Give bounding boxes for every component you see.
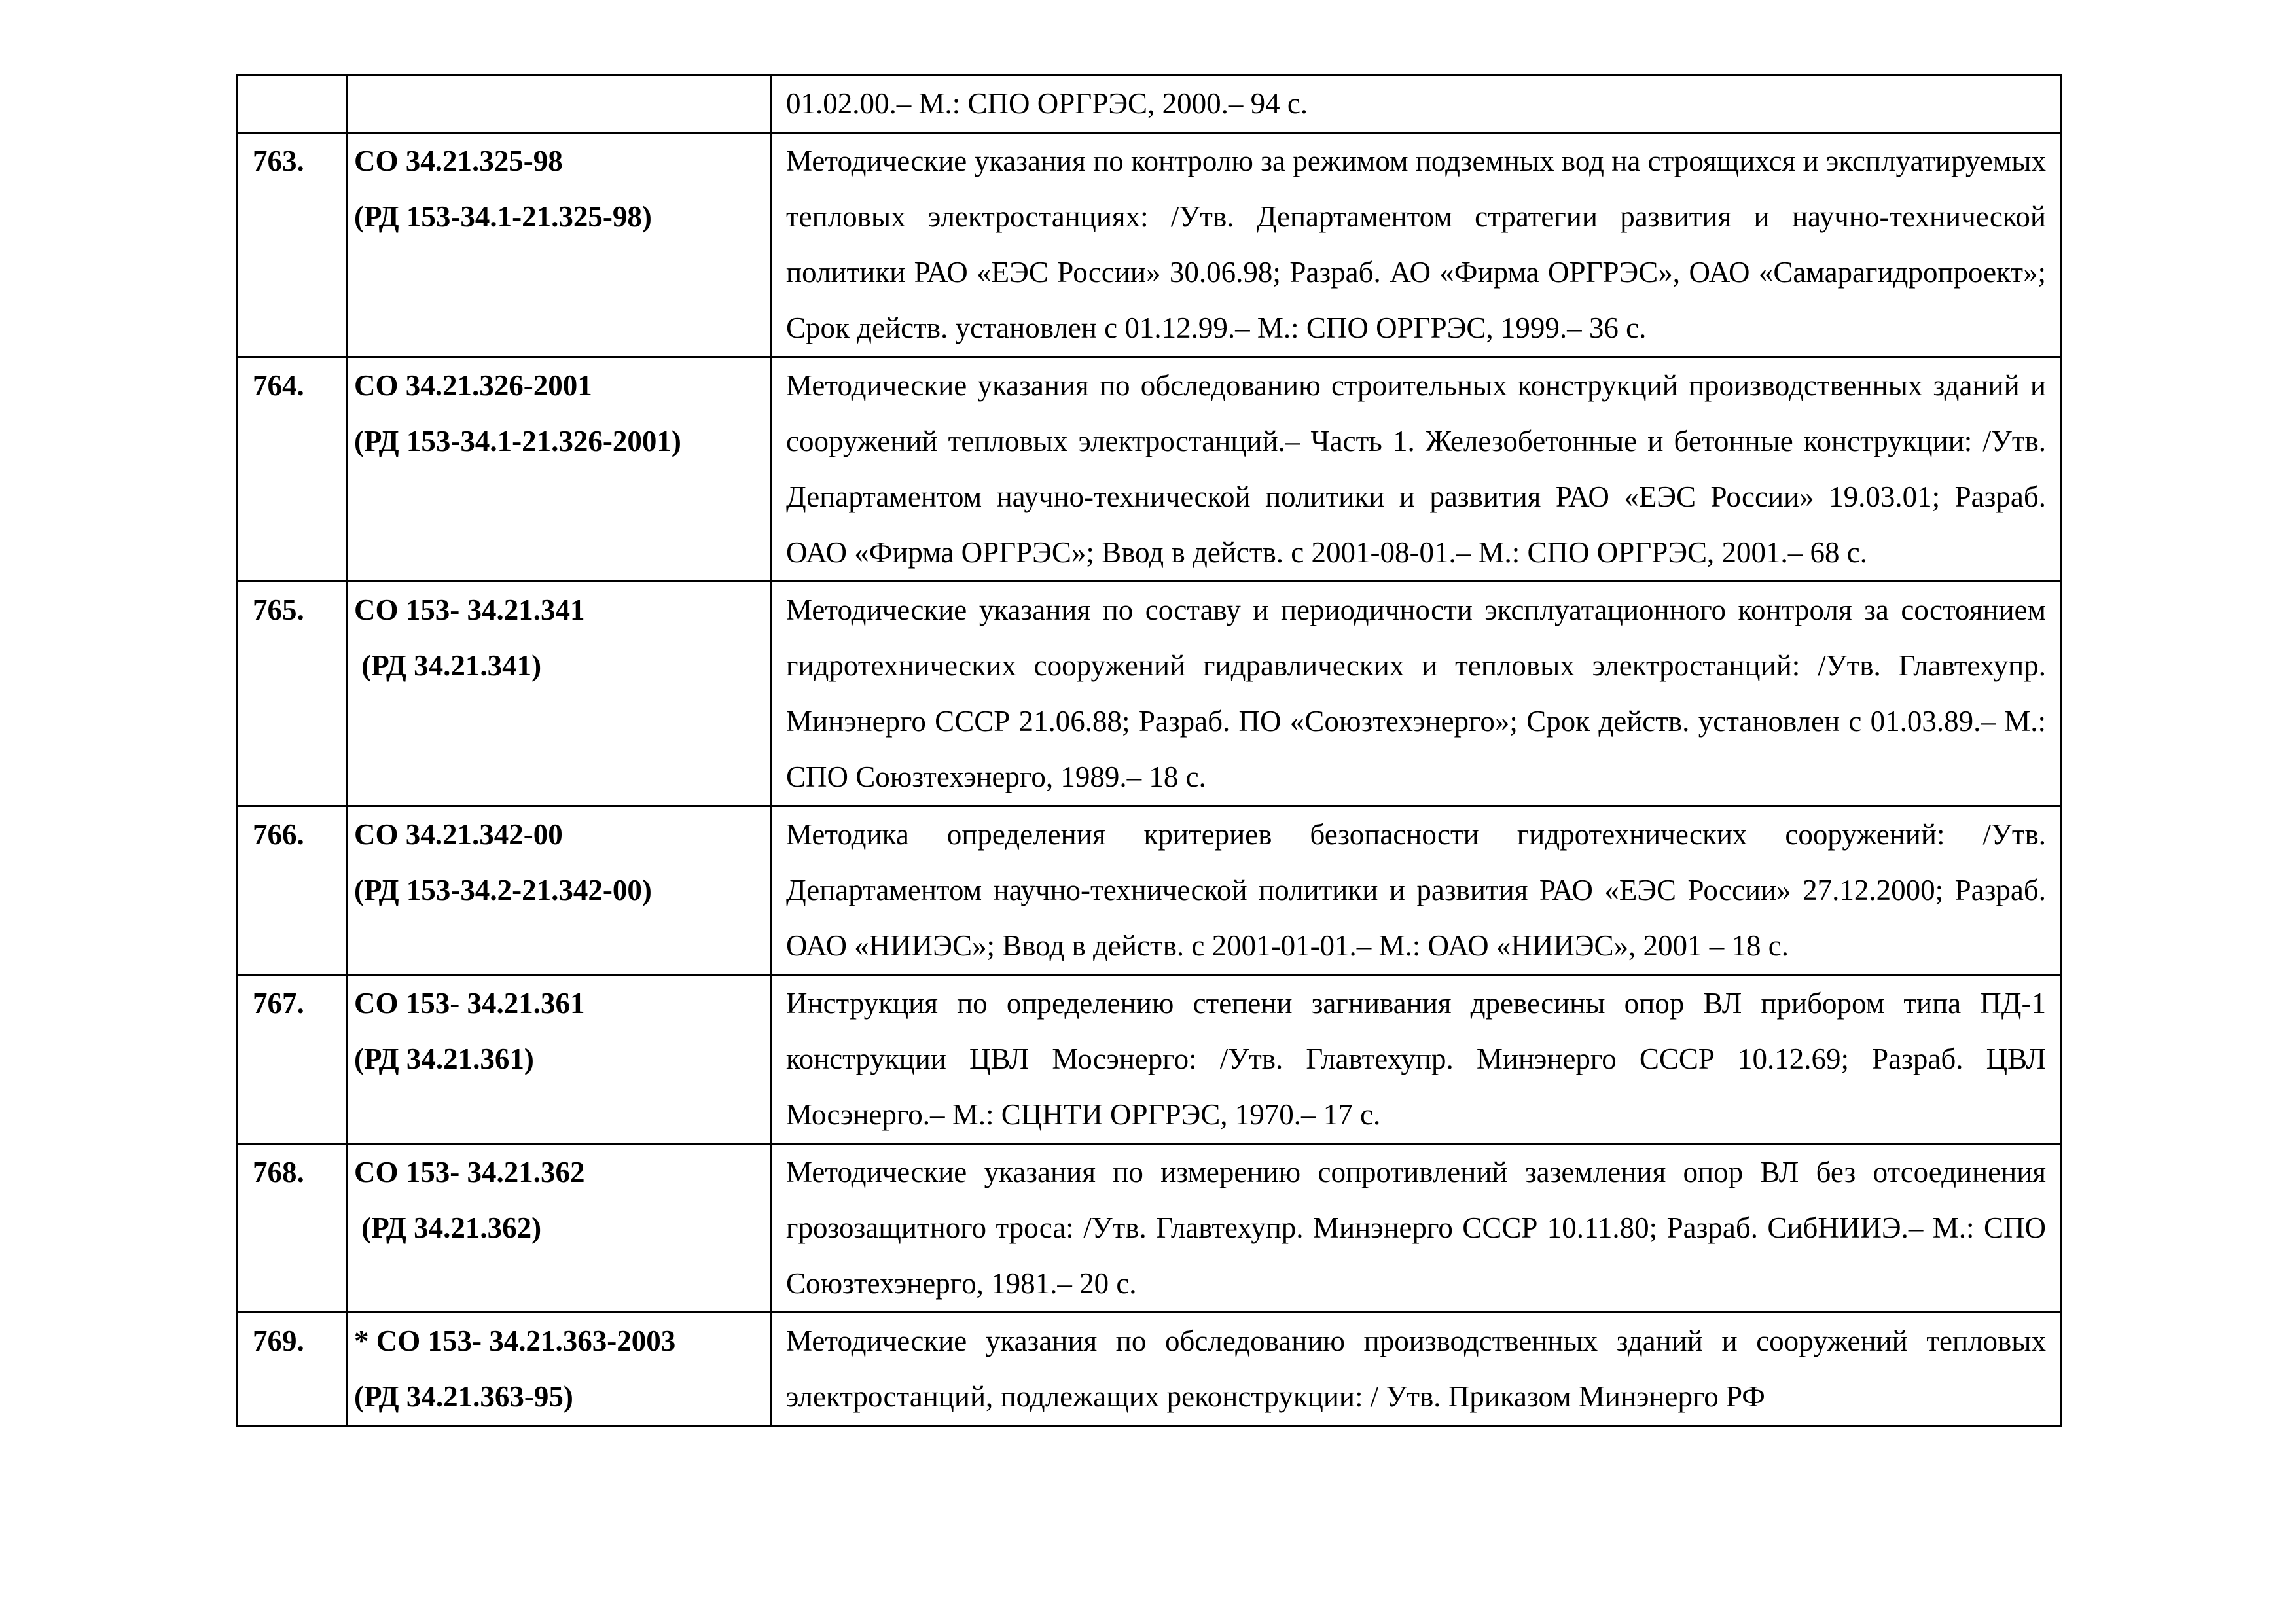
- description-text: Методические указания по измерению сопротивлений заземления опор ВЛ без отсоединения грозозащитного троса: /Утв. Главтехупр. Минэнерго СССР 10.11.80; Разраб. СибНИИЭ.– М.: СПО Союзтехэнерго, 1981.– 20 с.: [786, 1156, 2046, 1300]
- document-description: [771, 1313, 2062, 1426]
- description-text: Методические указания по составу и периодичности эксплуатационного контроля за состоянием гидротехнических сооружений гидравлических и тепловых электростанций: /Утв. Главтехупр. Минэнерго СССР 21.06.88; Разраб. ПО «Союзтехэнерго»; Срок действ. установлен с 01.03.89.– М.: СПО Союзтехэнерго, 1989.– 18 с.: [786, 594, 2046, 793]
- document-code: [347, 75, 771, 133]
- code-primary: СО 153- 34.21.341: [354, 594, 585, 626]
- row-number: 766.: [238, 806, 347, 975]
- table-row: [238, 582, 2062, 806]
- code-primary: СО 34.21.326-2001: [354, 369, 592, 402]
- document-description: [771, 1144, 2062, 1313]
- description-text: Методические указания по контролю за режимом подземных вод на строящихся и эксплуатируемых тепловых электростанциях: /Утв. Департаментом стратегии развития и научно-технической политики РАО «ЕЭС России» 30.06.98; Разраб. АО «Фирма ОРГРЭС», ОАО «Самарагидропроект»; Срок действ. установлен с 01.12.99.– М.: СПО ОРГРЭС, 1999.– 36 с.: [786, 145, 2046, 344]
- document-description: [771, 357, 2062, 582]
- table-row: [238, 1313, 2062, 1426]
- standards-table: [236, 74, 2062, 1427]
- code-secondary: (РД 153-34.1-21.325-98): [354, 200, 652, 233]
- document-description: [771, 975, 2062, 1144]
- code-primary: СО 153- 34.21.362: [354, 1156, 585, 1188]
- document-description: [771, 75, 2062, 133]
- document-code: [347, 1144, 771, 1313]
- document-code: [347, 975, 771, 1144]
- table-row: [238, 975, 2062, 1144]
- document-description: [771, 582, 2062, 806]
- document-code: [347, 1313, 771, 1426]
- table-row: [238, 75, 2062, 133]
- row-number: 769.: [238, 1313, 347, 1426]
- code-secondary: (РД 153-34.2-21.342-00): [354, 874, 652, 906]
- document-code: [347, 582, 771, 806]
- description-text: Методические указания по обследованию производственных зданий и сооружений тепловых электростанций, подлежащих реконструкции: / Утв. Приказом Минэнерго РФ: [786, 1325, 2046, 1413]
- code-primary: СО 34.21.342-00: [354, 818, 563, 851]
- description-text: 01.02.00.– М.: СПО ОРГРЭС, 2000.– 94 с.: [786, 87, 1308, 120]
- document-description: [771, 806, 2062, 975]
- code-secondary: (РД 34.21.341): [354, 649, 542, 682]
- row-number: 767.: [238, 975, 347, 1144]
- document-code: [347, 806, 771, 975]
- table-row: [238, 357, 2062, 582]
- code-secondary: (РД 153-34.1-21.326-2001): [354, 425, 681, 457]
- row-number: [238, 75, 347, 133]
- code-primary: * СО 153- 34.21.363-2003: [354, 1325, 676, 1357]
- document-code: [347, 357, 771, 582]
- description-text: Инструкция по определению степени загнивания древесины опор ВЛ прибором типа ПД-1 конструкции ЦВЛ Мосэнерго: /Утв. Главтехупр. Минэнерго СССР 10.12.69; Разраб. ЦВЛ Мосэнерго.– М.: СЦНТИ ОРГРЭС, 1970.– 17 с.: [786, 987, 2046, 1131]
- row-number: 764.: [238, 357, 347, 582]
- table-row: [238, 806, 2062, 975]
- code-secondary: (РД 34.21.363-95): [354, 1380, 573, 1413]
- code-primary: СО 153- 34.21.361: [354, 987, 585, 1020]
- code-primary: СО 34.21.325-98: [354, 145, 563, 177]
- row-number: 765.: [238, 582, 347, 806]
- table-row: [238, 1144, 2062, 1313]
- document-code: [347, 133, 771, 357]
- document-description: [771, 133, 2062, 357]
- description-text: Методические указания по обследованию строительных конструкций производственных зданий и сооружений тепловых электростанций.– Часть 1. Железобетонные и бетонные конструкции: /Утв. Департаментом научно-технической политики и развития РАО «ЕЭС России» 19.03.01; Разраб. ОАО «Фирма ОРГРЭС»; Ввод в действ. с 2001-08-01.– М.: СПО ОРГРЭС, 2001.– 68 с.: [786, 369, 2046, 569]
- table-row: [238, 133, 2062, 357]
- row-number: 768.: [238, 1144, 347, 1313]
- code-secondary: (РД 34.21.361): [354, 1043, 534, 1075]
- row-number: 763.: [238, 133, 347, 357]
- description-text: Методика определения критериев безопасности гидротехнических сооружений: /Утв. Департаментом научно-технической политики и развития РАО «ЕЭС России» 27.12.2000; Разраб. ОАО «НИИЭС»; Ввод в действ. с 2001-01-01.– М.: ОАО «НИИЭС», 2001 – 18 с.: [786, 818, 2046, 962]
- code-secondary: (РД 34.21.362): [354, 1211, 542, 1244]
